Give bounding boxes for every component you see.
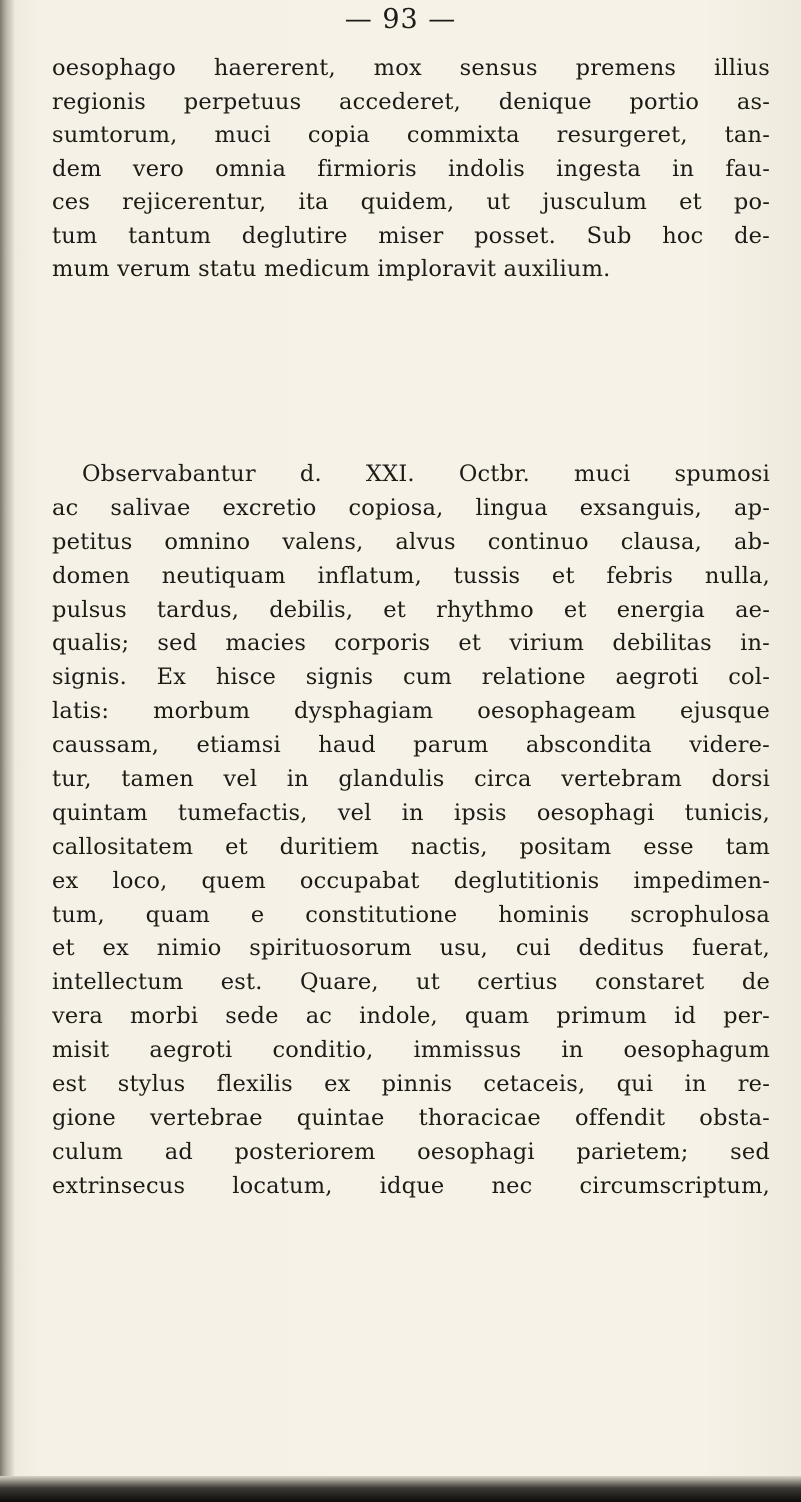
text-line: domen neutiquam inflatum, tussis et febris nulla,	[52, 562, 770, 589]
text-line: regionis perpetuus accederet, denique portio as-	[52, 88, 770, 115]
text-line: callositatem et duritiem nactis, positam esse tam	[52, 833, 770, 860]
page-number: — 93 —	[344, 4, 457, 35]
text-line: gione vertebrae quintae thoracicae offendit obsta-	[52, 1104, 770, 1131]
text-line: Observabantur d. XXI. Octbr. muci spumosi	[82, 461, 770, 487]
text-line: est stylus flexilis ex pinnis cetaceis, qui in re-	[52, 1071, 770, 1098]
text-line: sumtorum, muci copia commixta resurgeret, tan-	[52, 122, 770, 148]
text-line: tum tantum deglutire miser posset. Sub hoc de-	[52, 222, 770, 249]
page-binding-edge	[0, 0, 14, 1502]
page-bottom-edge	[0, 1476, 801, 1502]
text-line: pulsus tardus, debilis, et rhythmo et energia ae-	[52, 596, 770, 623]
text-line: petitus omnino valens, alvus continuo clausa, ab-	[52, 528, 770, 555]
text-line: extrinsecus locatum, idque nec circumscriptum,	[52, 1172, 770, 1199]
text-line: latis: morbum dysphagiam oesophageam ejusque	[52, 698, 770, 725]
text-line: et ex nimio spirituosorum usu, cui deditus fuerat,	[52, 935, 770, 962]
text-line: mum verum statu medicum imploravit auxilium.	[52, 256, 611, 282]
text-line: vera morbi sede ac indole, quam primum id per-	[52, 1003, 770, 1030]
text-line: ac salivae excretio copiosa, lingua exsanguis, ap-	[52, 494, 770, 521]
text-line: ex loco, quem occupabat deglutitionis impedimen-	[52, 867, 770, 894]
text-line: culum ad posteriorem oesophagi parietem; sed	[52, 1138, 770, 1165]
text-line: oesophago haererent, mox sensus premens illius	[52, 55, 770, 81]
text-line: tum, quam e constitutione hominis scrophulosa	[52, 901, 770, 928]
text-line: tur, tamen vel in glandulis circa vertebram dorsi	[52, 766, 770, 793]
text-line: qualis; sed macies corporis et virium debilitas in-	[52, 630, 770, 657]
text-line: dem vero omnia firmioris indolis ingesta in fau-	[52, 155, 770, 182]
paragraph-1	[52, 52, 770, 287]
text-line: caussam, etiamsi haud parum abscondita videre-	[52, 732, 770, 759]
text-line: signis. Ex hisce signis cum relatione aegroti col-	[52, 664, 770, 691]
text-line: intellectum est. Quare, ut certius constaret de	[52, 969, 770, 996]
text-line: ces rejicerentur, ita quidem, ut jusculum et po-	[52, 189, 770, 215]
text-line: quintam tumefactis, vel in ipsis oesophagi tunicis,	[52, 799, 770, 826]
paragraph-2	[52, 458, 770, 1204]
text-line: misit aegroti conditio, immissus in oesophagum	[52, 1037, 770, 1064]
